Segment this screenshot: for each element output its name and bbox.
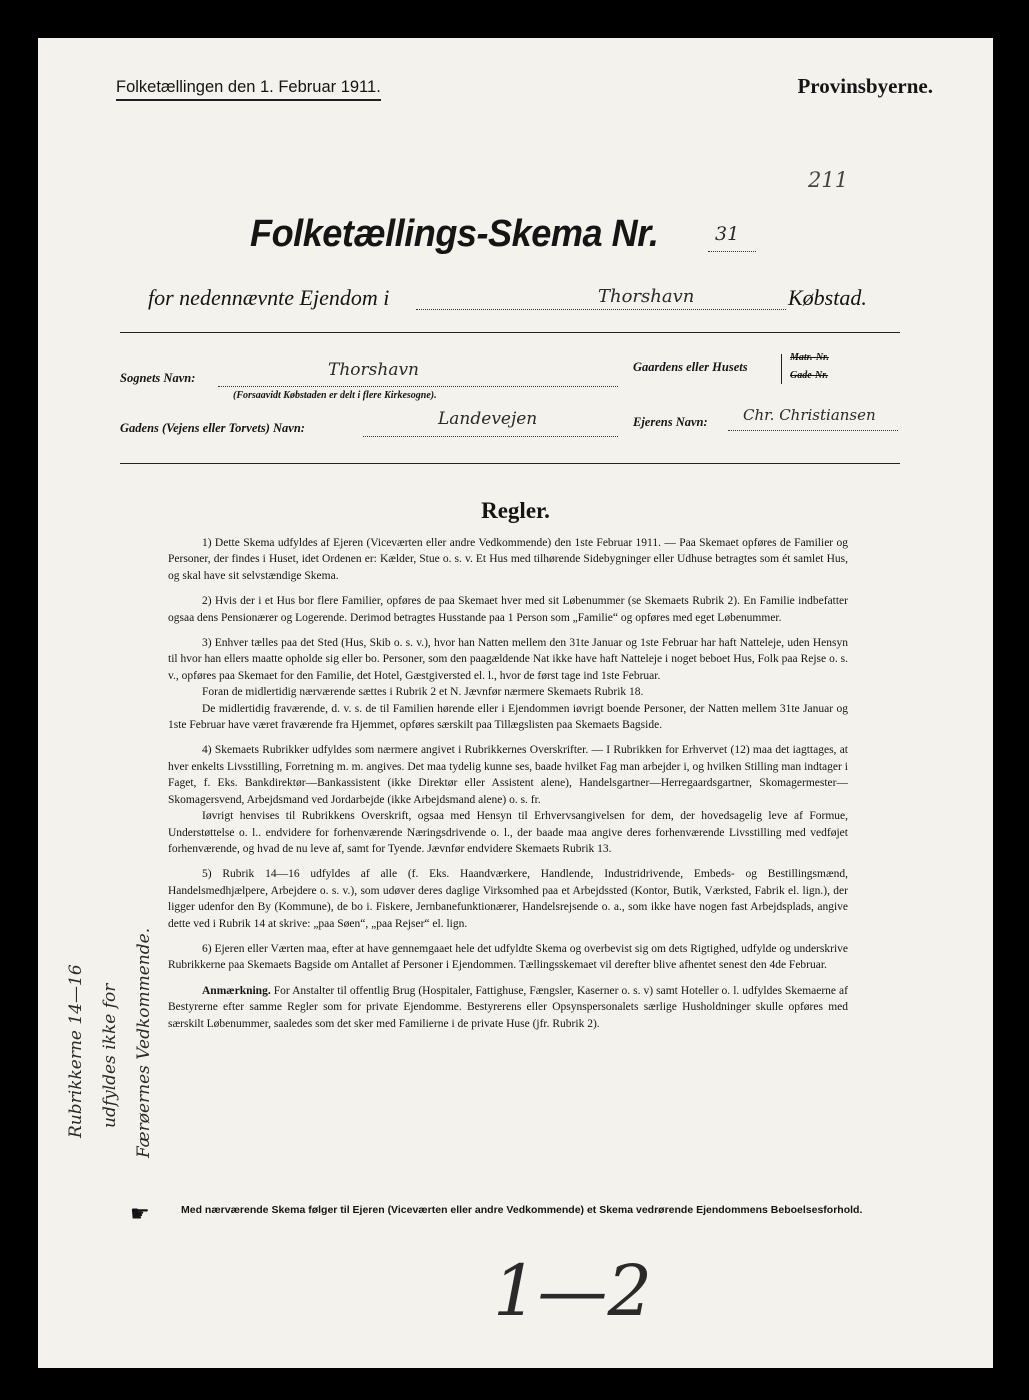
note-paragraph [168, 983, 848, 1032]
rule-1: 1) Dette Skema udfyldes af Ejeren (Viceværten eller andre Vedkommende) den 1ste Februar 1911. — Paa Skemaet opføres de Familier og Personer, der findes i Huset, idet Ordenen er: Kælder, Stue o. s. v. Et Hus med tilhørende Sidebygninger eller Udhuse betragtes som ét samlet Hus, og skal have sit selvstændige Skema. [168, 537, 848, 582]
margin-note-line-2: udfyldes ikke for [100, 983, 120, 1128]
house-label: Gaardens eller Husets [633, 360, 748, 374]
form-title: Folketællings-Skema Nr. [250, 213, 659, 255]
divider [120, 332, 900, 333]
matr-label: Matr.-Nr. [790, 352, 829, 363]
town-suffix: Købstad. [788, 285, 867, 310]
rule-3-midlertidig-naervaerende: Foran de midlertidig nærværende sættes i Rubrik 2 et N. Jævnfør nærmere Skemaets Rubrik 18. [202, 686, 644, 699]
street-label: Gadens (Vejens eller Torvets) Navn: [120, 421, 305, 435]
rules-text [168, 535, 848, 1041]
street-dotted-line [363, 436, 618, 437]
census-form-page [38, 38, 993, 1368]
rule-5: 5) Rubrik 14—16 udfyldes af alle (f. Eks. Haandværkere, Handlende, Industridrivende, Embeds- og Bestillingsmænd, Handelsmedhjælpere, Arbejdere o. s. v.), som udøver deres daglige Virksomhed paa et Arbejdssted (Kontor, Butik, Værksted, Fabrik el. lign.), der ligger udenfor den By (Kommune), de bo i. Fiskere, Jernbanefunktionærer, Handelsrejsende o. a., som ikke have nogen fast Arbejdsplads, angive dette ved i Rubrik 14 at skrive: „paa Søen“, „paa Rejser“ el. lign. [168, 868, 848, 930]
town-dotted-line [416, 309, 786, 310]
rule-4: 4) Skemaets Rubrikker udfyldes som nærmere angivet i Rubrikkernes Overskrifter. — I Rubrikken for Erhvervet (12) maa det iagttages, at hver enkelts Livsstilling, Forretning m. m. angives. Det maa tydelig kunne ses, baade hvilket Fag man arbejder i, og hvilken Stilling man indtager i Faget, f. Eks. Bankdirektør—Bankassistent (ikke Direktør eller Assistent alene), Handelsgartner—Herregaardsgartner, Skomagermester—Skomagersvend, Arbejdsmand ved Jordarbejde (ikke Arbejdsmand alene) o. s. fr. [168, 744, 848, 806]
parish-dotted-line [218, 386, 618, 387]
parish-note: (Forsaavidt Købstaden er delt i flere Kirkesogne). [233, 390, 437, 401]
census-title: Folketællingen den 1. Februar 1911. [116, 78, 381, 101]
form-number-line [708, 251, 756, 252]
property-label: for nedennævnte Ejendom i [148, 285, 390, 310]
pointing-hand-icon: ☛ [130, 1201, 150, 1226]
divider [120, 463, 900, 464]
note-label: Anmærkning. [202, 984, 271, 997]
street-value: Landevejen [438, 409, 538, 429]
footer-notice: Med nærværende Skema følger til Ejeren (Viceværten eller andre Vedkommende) et Skema vedrørende Ejendommens Beboelsesforhold. [181, 1204, 863, 1216]
form-number-handwritten: 31 [715, 223, 740, 245]
owner-dotted-line [728, 430, 898, 431]
house-bracket [781, 354, 782, 384]
rule-3-midlertidig-fravaerende: De midlertidig fraværende, d. v. s. de til Familien hørende eller i Ejendommen iøvrigt boende Personer, der Natten mellem 31te Januar og 1ste Februar have været fraværende fra Hjemmet, opføres særskilt paa Tillægslisten paa Skemaets Bagside. [168, 702, 848, 732]
note-text: For Anstalter til offentlig Brug (Hospitaler, Fattighuse, Fængsler, Kaserner o. s. v) samt Hoteller o. l. udfyldes Skemaerne af Bestyrerne efter samme Regler som for private Ejendomme. Bestyrerens eller Opsynspersonalets særlige Husholdninger skulle opføres med særskilt Løbenummer, saaledes som det sker med Familierne i de private Huse (jfr. Rubrik 2). [168, 984, 848, 1030]
footer-handwritten-number: 1—2 [493, 1250, 653, 1332]
parish-value: Thorshavn [328, 360, 420, 380]
rules-heading: Regler. [481, 498, 550, 523]
owner-label: Ejerens Navn: [633, 415, 708, 429]
owner-value: Chr. Christiansen [743, 406, 876, 424]
rule-2: 2) Hvis der i et Hus bor flere Familier, opføres de paa Skemaet hver med sit Løbenummer (se Skemaets Rubrik 2). En Familie indbefatter ogsaa dens Pensionærer og Logerende. Derimod betragtes Husstande paa 1 Person som „Familie“ og opføres med eget Løbenummer. [168, 595, 848, 624]
rule-3: 3) Enhver tælles paa det Sted (Hus, Skib o. s. v.), hvor han Natten mellem den 31te Januar og 1ste Februar har haft Natteleje, uden Hensyn til hvor han ellers maatte opholde sig eller bo. Personer, som den paagældende Nat ikke have haft Natteleje i noget beboet Hus, Folk paa Rejse o. s. v., opføres paa Skemaet for den Familie, det Hotel, Gæstgiversted el. l., hvor de først tage ind 1ste Februar. [168, 637, 848, 682]
margin-note-line-3: Færøernes Vedkommende. [134, 927, 154, 1158]
region-label: Provinsbyerne. [797, 74, 933, 98]
page-number: 211 [808, 168, 849, 192]
rule-6: 6) Ejeren eller Værten maa, efter at have gennemgaaet hele det udfyldte Skema og overbevist sig om dets Rigtighed, udfylde og underskrive Rubrikkerne paa Skemaets Bagside om Antallet af Personer i Ejendommen. Tællingsskemaet vil derefter blive afhentet senest den 4de Februar. [168, 942, 848, 972]
margin-note-line-1: Rubrikkerne 14—16 [66, 964, 86, 1138]
parish-label: Sognets Navn: [120, 371, 196, 385]
gade-label: Gade-Nr. [790, 370, 829, 381]
rule-4-continued: Iøvrigt henvises til Rubrikkens Overskrift, ogsaa med Hensyn til Erhvervsangivelsen for dem, der hovedsagelig leve af Formue, Understøttelse o. l.. endvidere for forhenværende Næringsdrivende o. l., der baade maa angive deres forhenværende Livsstilling med vedføjet forhenværende, og hvad de nu leve af, samt for Tyende. Jævnfør endvidere Skemaets Rubrik 13. [168, 810, 848, 855]
town-handwritten: Thorshavn [598, 286, 695, 307]
